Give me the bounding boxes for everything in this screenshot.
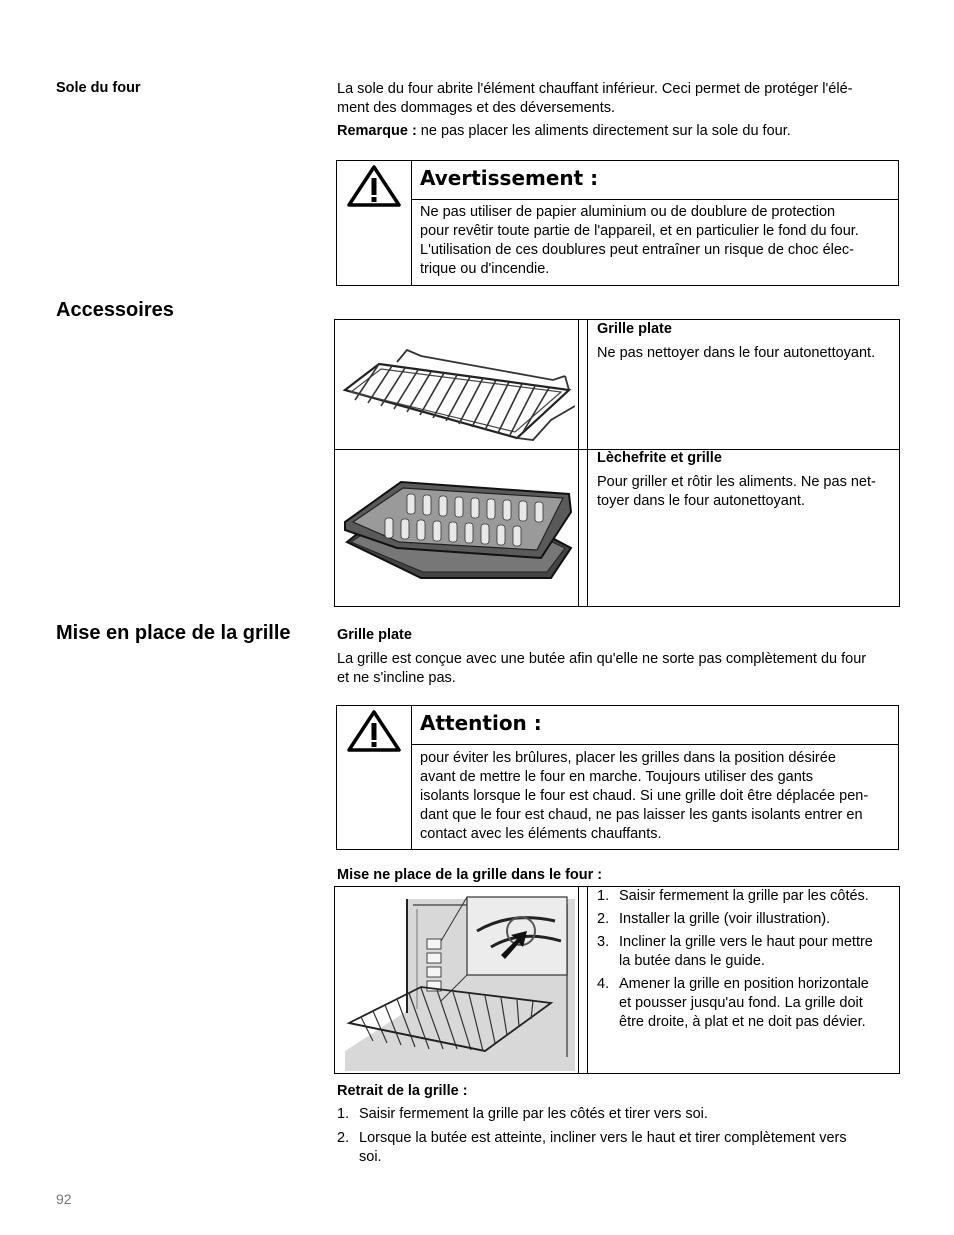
warning-triangle-icon — [337, 706, 411, 756]
warning-icon-cell — [337, 161, 412, 285]
accessory-item-lechefrite — [597, 449, 897, 511]
retrait-step-list — [337, 1105, 897, 1167]
section-heading-accessoires: Accessoires — [56, 299, 174, 321]
warning-triangle-icon — [337, 161, 411, 211]
warning-text: Ne pas utiliser de papier aluminium ou de doublure de protection pour revêtir toute partie de l'appareil, et en particulier le fond du four. L'utilisation de ces doublures peut entraîner un risque de choc élec- trique ou d'incendie. — [420, 204, 859, 277]
list-item: 3. Incliner la grille vers le haut pour mettre la butée dans le guide. — [597, 934, 873, 969]
flat-rack-illustration — [337, 328, 575, 446]
mise-description: La grille est conçue avec une butée afin qu'elle ne sorte pas complètement du four et ne s'incline pas. — [337, 651, 867, 686]
page-number: 92 — [56, 1191, 72, 1207]
warning-title-cell — [411, 706, 898, 745]
list-item: 1. Saisir fermement la grille par les côtés et tirer vers soi. — [337, 1106, 708, 1122]
accessory-name: Lèchefrite et grille — [597, 450, 722, 466]
list-item: 4. Amener la grille en position horizontale et pousser jusqu'au fond. La grille doit être droite, à plat et ne doit pas dévier. — [597, 976, 869, 1030]
accessories-table — [334, 319, 900, 607]
warning-box-aluminium — [336, 160, 899, 286]
sole-description: La sole du four abrite l'élément chauffant inférieur. Ceci permet de protéger l'élé- ment des dommages et des déversements. Remarque : ne pas placer les aliments directement sur la sole du four. — [337, 80, 907, 141]
accessory-name: Grille plate — [597, 321, 672, 337]
list-item: 2. Installer la grille (voir illustration). — [597, 911, 831, 927]
list-item: 2. Lorsque la butée est atteinte, incliner vers le haut et tirer complètement vers soi. — [337, 1130, 847, 1165]
subheading-grille-plate: Grille plate — [337, 627, 412, 643]
warning-title: Avertissement : — [420, 166, 599, 190]
warning-text: pour éviter les brûlures, placer les grilles dans la position désirée avant de mettre le four en marche. Toujours utiliser des gants isolants lorsque le four est chaud. Si une grille doit être déplacée pen- dant que le four est chaud, ne pas laisser les gants isolants entrer en contact avec les éléments chauffants. — [420, 750, 869, 842]
installation-step-list — [597, 887, 897, 1032]
warning-title-cell — [411, 161, 898, 200]
installation-steps — [597, 887, 897, 1032]
accessory-description: Pour griller et rôtir les aliments. Ne pas net- toyer dans le four autonettoyant. — [597, 474, 876, 509]
sole-note: Remarque : ne pas placer les aliments directement sur la sole du four. — [337, 123, 791, 139]
warning-title: Attention : — [420, 711, 542, 735]
accessory-item-grille-plate — [597, 320, 897, 363]
list-item: 1. Saisir fermement la grille par les côtés. — [597, 888, 869, 904]
subheading-installation: Mise ne place de la grille dans le four : — [337, 867, 603, 883]
installation-table — [334, 886, 900, 1074]
broil-pan-illustration — [337, 460, 577, 600]
retrait-steps — [337, 1105, 897, 1167]
subheading-retrait: Retrait de la grille : — [337, 1083, 468, 1099]
accessory-description: Ne pas nettoyer dans le four autonettoyant. — [597, 345, 876, 361]
oven-rack-insertion-illustration — [341, 891, 575, 1071]
warning-box-attention — [336, 705, 899, 850]
warning-icon-cell — [337, 706, 412, 849]
section-heading-sole: Sole du four — [56, 80, 141, 96]
section-heading-mise-en-place: Mise en place de la grille — [56, 622, 291, 644]
